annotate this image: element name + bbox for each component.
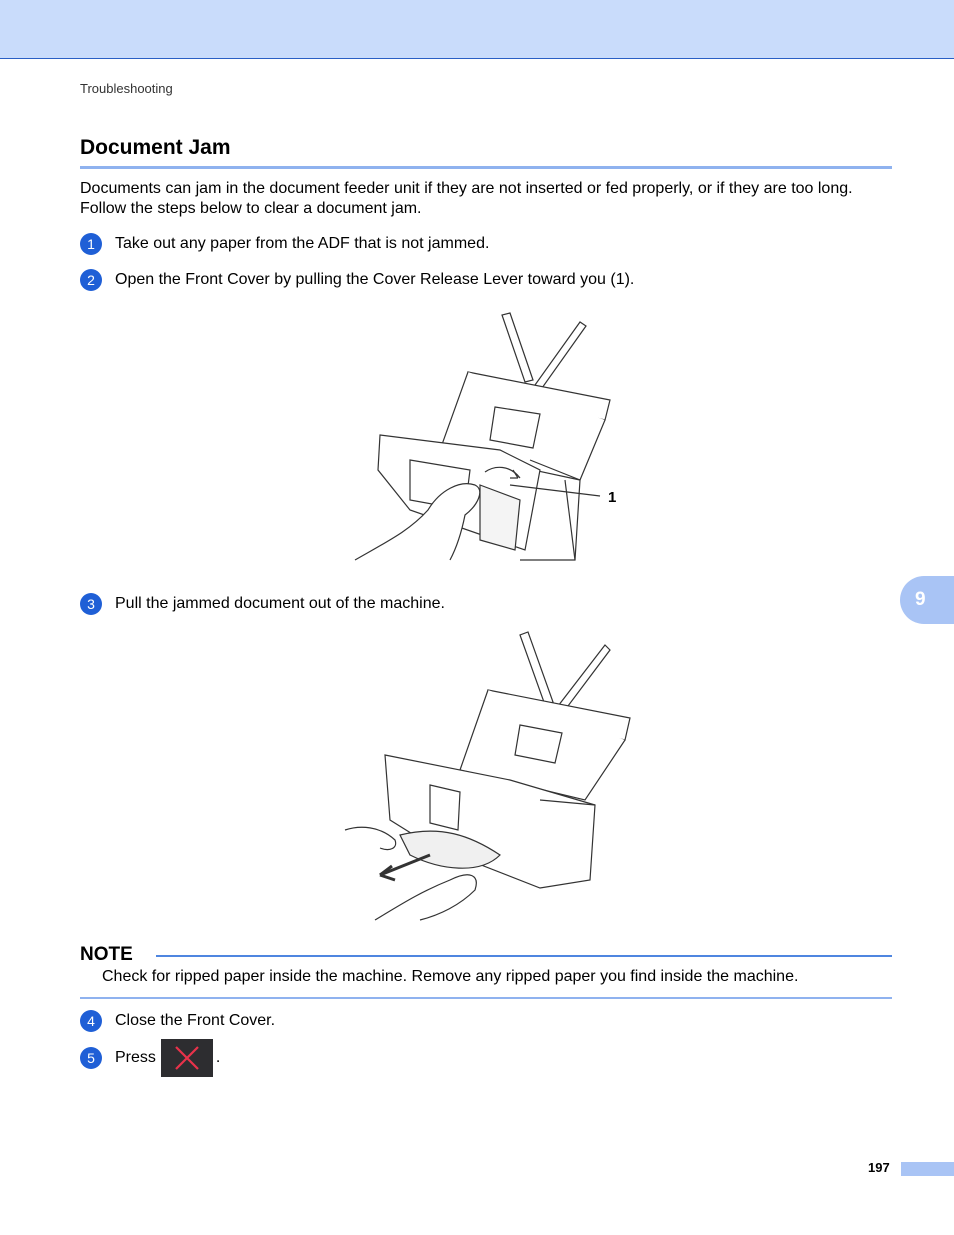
- figure-callout: 1: [608, 489, 617, 506]
- figure-open-front-cover: [350, 310, 625, 570]
- step-2: [80, 269, 634, 291]
- section-title-rule: [80, 166, 892, 169]
- figure-pull-jammed-document: [340, 630, 640, 925]
- step-5: [80, 1039, 220, 1077]
- page-number: 197: [868, 1160, 890, 1175]
- step-1: [80, 233, 489, 255]
- stop-button[interactable]: [161, 1039, 213, 1077]
- step-number: 2: [80, 269, 102, 291]
- step-number: 3: [80, 593, 102, 615]
- chapter-number: 9: [915, 589, 926, 610]
- note-title: NOTE: [80, 944, 133, 965]
- note-rule-top: [156, 955, 892, 957]
- step-number: 4: [80, 1010, 102, 1032]
- breadcrumb: Troubleshooting: [80, 81, 173, 96]
- step-text: Close the Front Cover.: [115, 1012, 276, 1029]
- stop-x-icon: [161, 1039, 213, 1077]
- step-4: [80, 1010, 275, 1032]
- step-suffix: .: [215, 1049, 221, 1066]
- header-band: [0, 0, 954, 59]
- note-rule-bottom: [80, 997, 892, 999]
- step-text: Pull the jammed document out of the machine.: [115, 595, 445, 612]
- intro-paragraph: Documents can jam in the document feeder unit if they are not inserted or fed properly, or if they are too long. Follow the steps below to clear a document jam.: [80, 180, 853, 217]
- step-number: 5: [80, 1047, 102, 1069]
- step-3: [80, 593, 445, 615]
- step-text: Take out any paper from the ADF that is not jammed.: [115, 235, 490, 252]
- chapter-tab: [900, 576, 954, 624]
- step-text: Open the Front Cover by pulling the Cover Release Lever toward you (1).: [115, 271, 635, 288]
- note-text: Check for ripped paper inside the machine. Remove any ripped paper you find inside the machine.: [102, 968, 799, 985]
- section-title: Document Jam: [80, 136, 231, 159]
- step-text: Press: [115, 1049, 156, 1066]
- step-number: 1: [80, 233, 102, 255]
- page-number-bar: [901, 1162, 954, 1176]
